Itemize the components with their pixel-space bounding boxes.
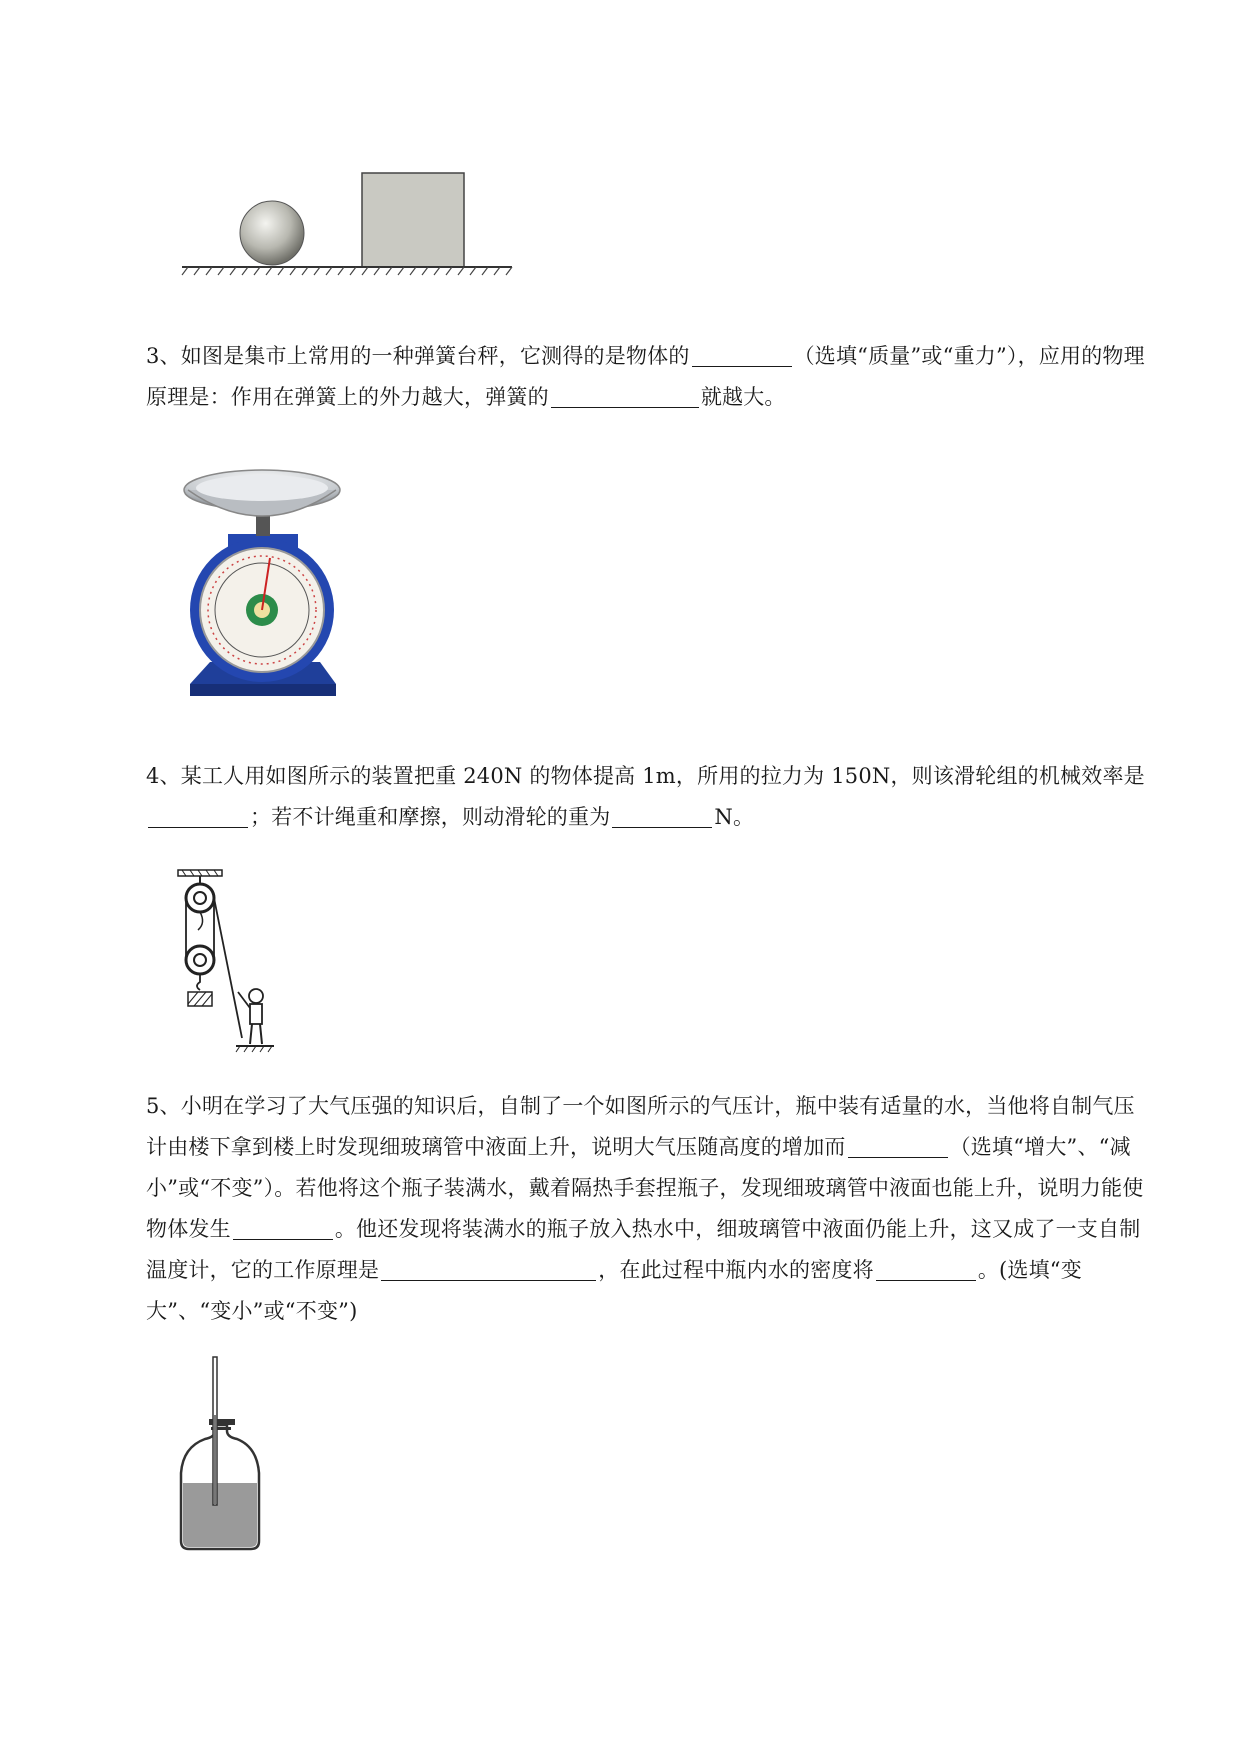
question-5-text-2: （选填“增大”、“减小”或“不变”）。若他将这个瓶子装满水，戴着隔热手套捏瓶子，发现细玻璃管中液面也能上升，说明力能使物体发生: [146, 1135, 1144, 1241]
question-5-text-1: 5、小明在学习了大气压强的知识后，自制了一个如图所示的气压计，瓶中装有适量的水，当他将自制气压计由楼下拿到楼上时发现细玻璃管中液面上升，说明大气压随高度的增加而: [146, 1094, 1135, 1159]
question-4-text-2: ；若不计绳重和摩擦，则动滑轮的重为: [250, 805, 611, 829]
answer-blank[interactable]: [381, 1258, 596, 1281]
question-4: [146, 756, 1146, 838]
barometer-bottle-icon: [175, 1355, 265, 1555]
answer-blank[interactable]: [612, 805, 712, 828]
question-4-text-3: N。: [714, 805, 755, 829]
question-3-text-2: （选填“质量”或“重力”），应用的物理原理是：作用在弹簧上的外力越大，弹簧的: [146, 344, 1145, 409]
answer-blank[interactable]: [848, 1135, 948, 1158]
question-3-text-1: 3、如图是集市上常用的一种弹簧台秤，它测得的是物体的: [146, 344, 690, 368]
question-5-text-5: 。(选填“变大”、“变小”或“不变”): [146, 1258, 1082, 1323]
answer-blank[interactable]: [233, 1217, 333, 1240]
question-3-text-3: 就越大。: [700, 385, 786, 409]
answer-blank[interactable]: [692, 344, 792, 367]
answer-blank[interactable]: [551, 385, 699, 408]
answer-blank[interactable]: [148, 805, 248, 828]
question-5: [146, 1086, 1146, 1332]
answer-blank[interactable]: [876, 1258, 976, 1281]
question-5-text-4: ，在此过程中瓶内水的密度将: [598, 1258, 874, 1282]
question-5-text-3: 。他还发现将装满水的瓶子放入热水中，细玻璃管中液面仍能上升，这又成了一支自制温度计，它的工作原理是: [146, 1217, 1141, 1282]
question-3: [146, 336, 1146, 418]
ball-and-block-icon: [180, 165, 520, 305]
pulley-system-icon: [170, 868, 280, 1053]
spring-scale-icon: [180, 462, 350, 712]
question-4-text-1: 4、某工人用如图所示的装置把重 240N 的物体提高 1m，所用的拉力为 150N，则该滑轮组的机械效率是: [146, 764, 1145, 788]
